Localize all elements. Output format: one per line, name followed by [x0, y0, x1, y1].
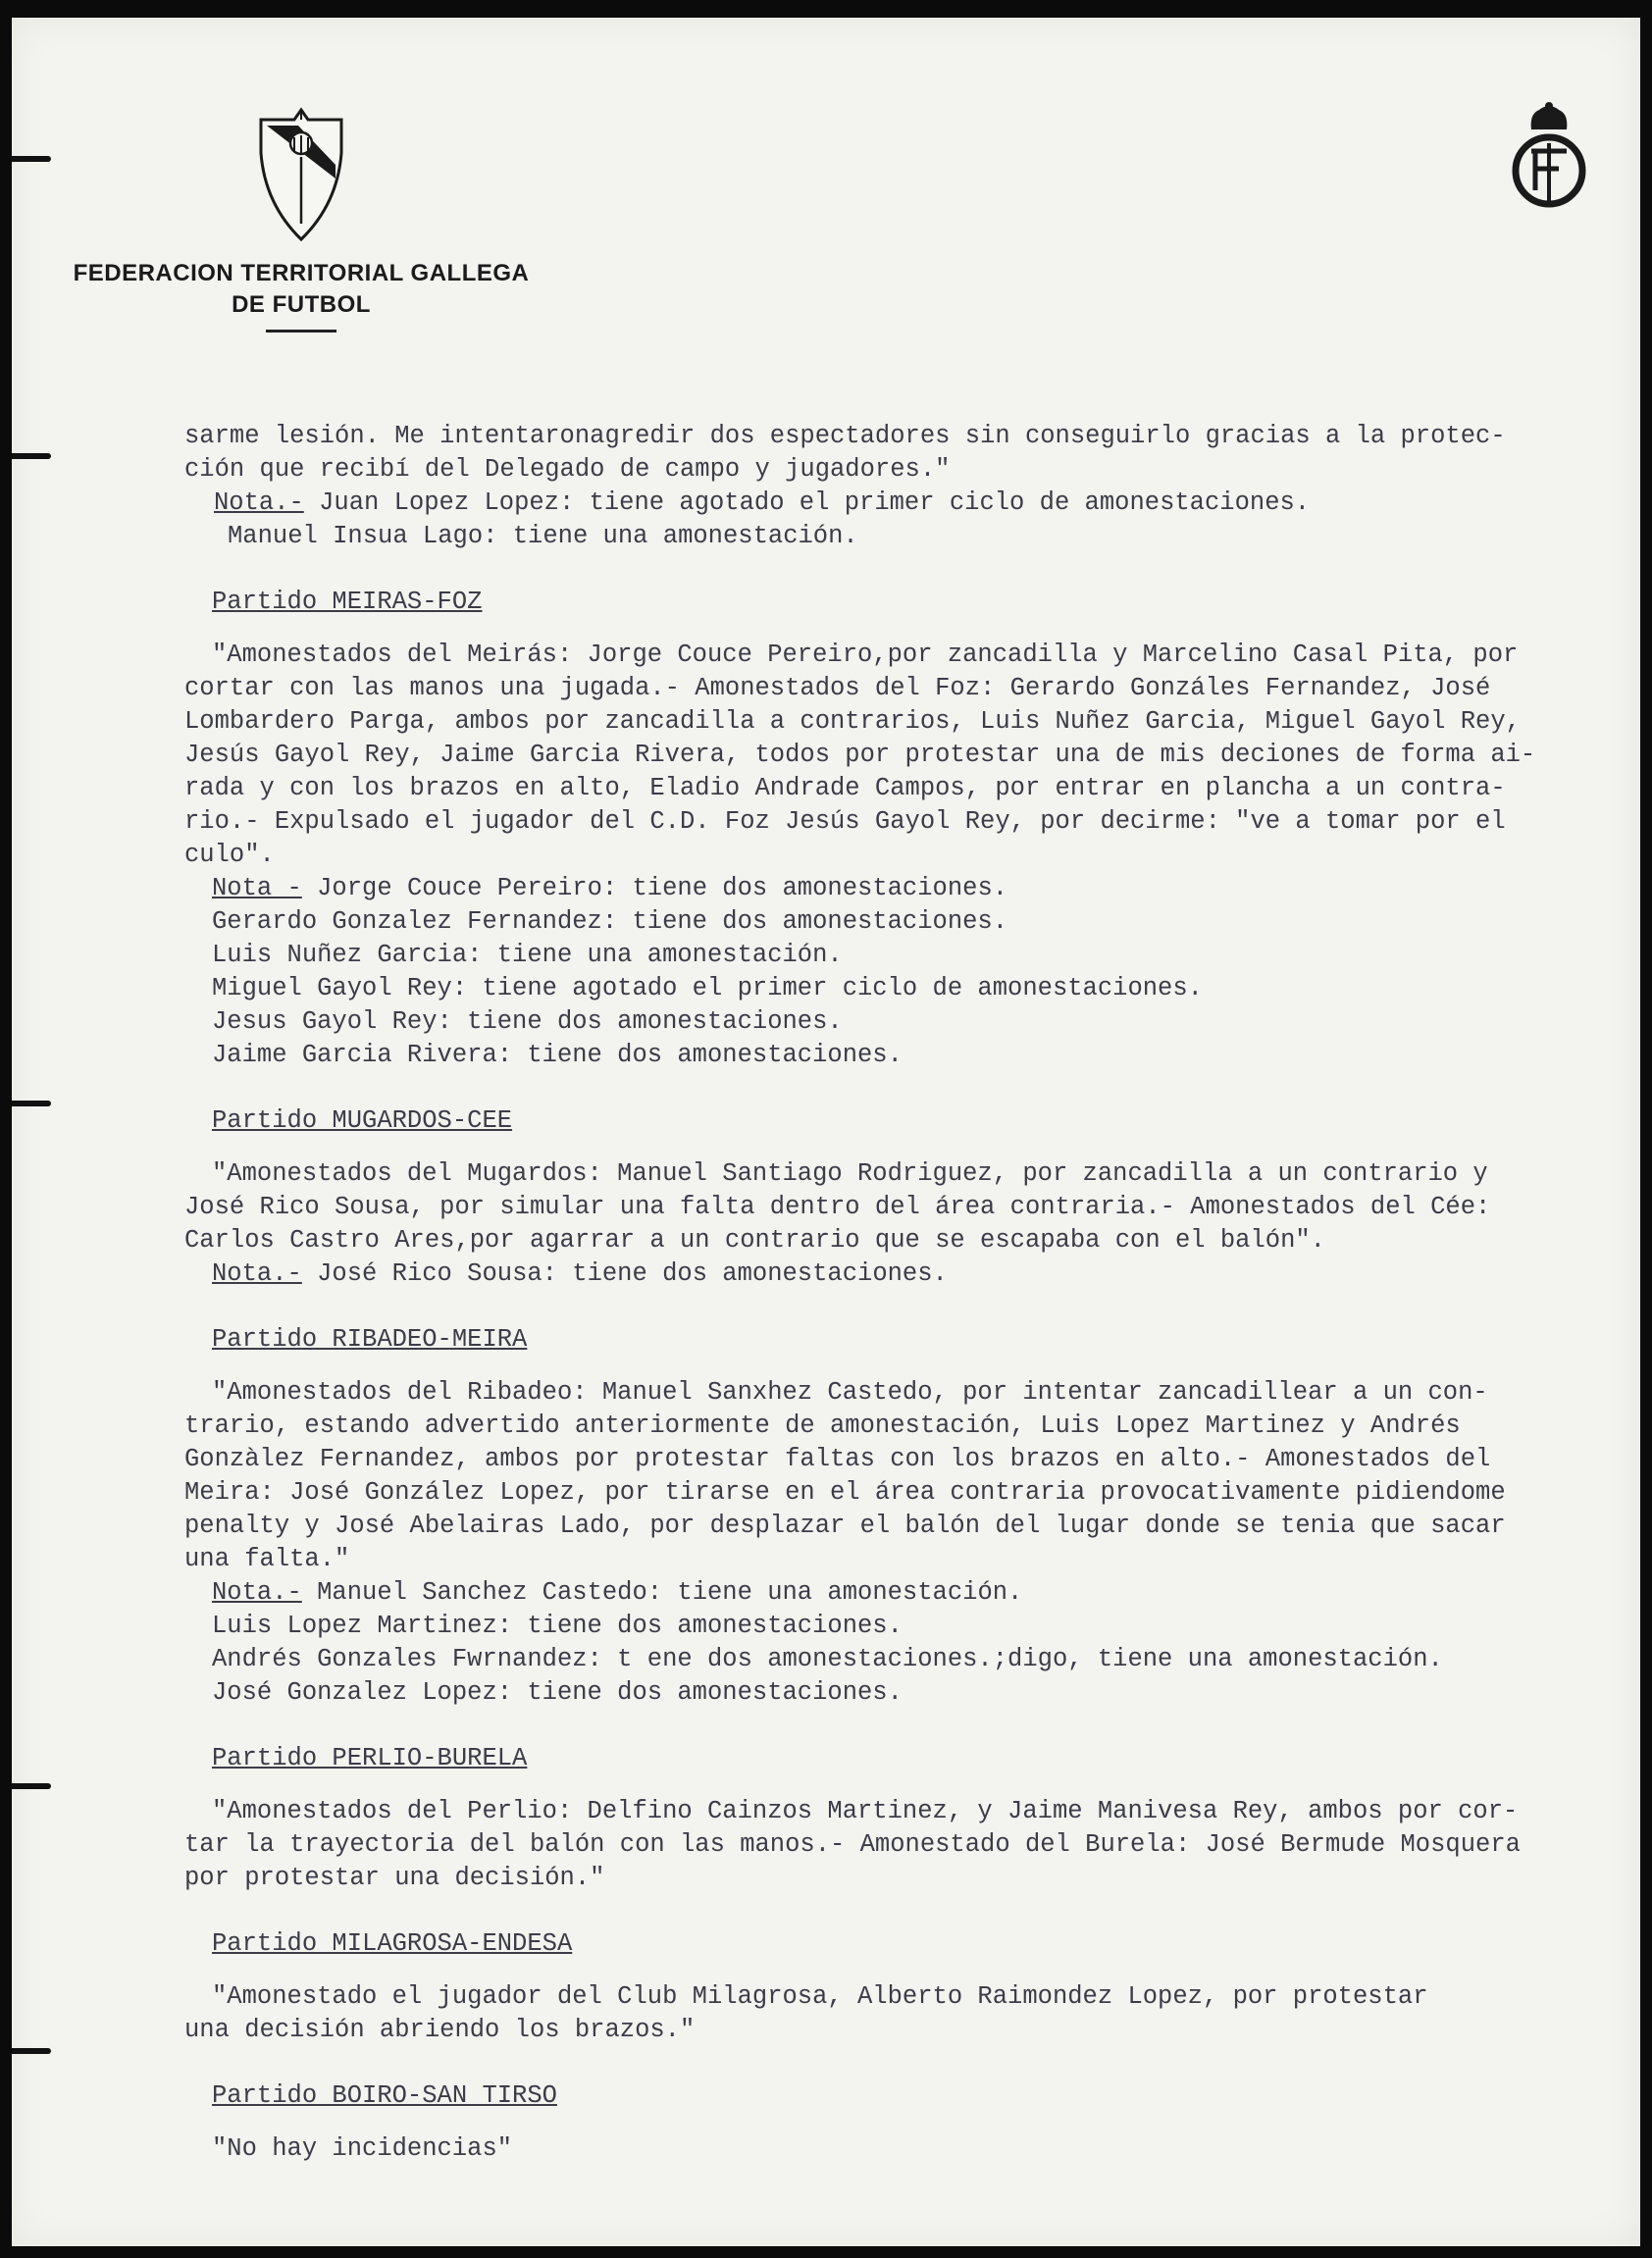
match-title: Partido PERLIO-BURELA: [212, 1744, 528, 1772]
punch-hole-mark: [12, 156, 51, 162]
match-section-boiro-san-tirso: [184, 2079, 1626, 2166]
report-line: rio.- Expulsado el jugador del C.D. Foz Jesús Gayol Rey, por decirme: "ve a tomar por el: [184, 807, 1506, 836]
text-line: sarme lesión. Me intentaronagredir dos espectadores sin conseguirlo gracias a la protec-: [184, 422, 1506, 450]
punch-hole-mark: [12, 2048, 51, 2054]
document-page: [12, 18, 1640, 2246]
nota-text: José Rico Sousa: tiene dos amonestaciones.: [301, 1259, 948, 1288]
report-line: penalty y José Abelairas Lado, por desplazar el balón del lugar donde se tenia que sacar: [184, 1512, 1506, 1540]
report-line: Gonzàlez Fernandez, ambos por protestar faltas con los brazos en alto.- Amonestados del: [184, 1445, 1491, 1473]
report-line: "Amonestado el jugador del Club Milagrosa, Alberto Raimondez Lopez, por protestar: [212, 1982, 1428, 2011]
federation-name-line1: FEDERACION TERRITORIAL GALLEGA: [73, 260, 530, 286]
report-line: "No hay incidencias": [212, 2134, 513, 2163]
nota-line: Miguel Gayol Rey: tiene agotado el primer ciclo de amonestaciones.: [212, 974, 1203, 1002]
punch-hole-mark: [12, 1101, 51, 1106]
nota-label: Nota.-: [212, 1259, 302, 1288]
report-line: culo".: [184, 841, 275, 869]
nota-line: [184, 1576, 1626, 1610]
match-section-milagrosa-endesa: [184, 1927, 1626, 2047]
report-line: Meira: José González Lopez, por tirarse en el área contraria provocativamente pidiendome: [184, 1478, 1506, 1507]
match-title: Partido RIBADEO-MEIRA: [212, 1325, 528, 1354]
nota-line: Jesus Gayol Rey: tiene dos amonestaciones.: [212, 1007, 843, 1036]
nota-line: Andrés Gonzales Fwrnandez: t ene dos amonestaciones.;digo, tiene una amonestación.: [212, 1645, 1443, 1673]
match-section-perlio-burela: [184, 1742, 1626, 1895]
intro-section: [184, 420, 1626, 553]
nota-label: Nota.-: [214, 488, 304, 517]
report-line: "Amonestados del Perlio: Delfino Cainzos Martinez, y Jaime Manivesa Rey, ambos por cor-: [212, 1797, 1519, 1825]
federation-header: [71, 106, 532, 333]
nota-text: Jorge Couce Pereiro: tiene dos amonestaciones.: [301, 874, 1008, 902]
match-title: Partido MEIRAS-FOZ: [212, 588, 483, 616]
match-section-mugardos-cee: [184, 1104, 1626, 1291]
report-line: una falta.": [184, 1545, 350, 1573]
punch-hole-mark: [12, 1783, 51, 1789]
nota-line: Jaime Garcia Rivera: tiene dos amonestaciones.: [212, 1041, 903, 1069]
report-line: una decisión abriendo los brazos.": [184, 2016, 696, 2044]
header-divider: [266, 330, 336, 333]
nota-line: José Gonzalez Lopez: tiene dos amonestaciones.: [212, 1678, 903, 1707]
shield-emblem-icon: [259, 106, 343, 243]
match-title: Partido BOIRO-SAN TIRSO: [212, 2081, 557, 2110]
punch-hole-mark: [12, 453, 51, 459]
report-line: "Amonestados del Ribadeo: Manuel Sanxhez Castedo, por intentar zancadillear a un con-: [212, 1378, 1488, 1407]
nota-line: [184, 1257, 1626, 1291]
report-line: trario, estando advertido anteriormente de amonestación, Luis Lopez Martinez y Andrés: [184, 1411, 1461, 1440]
nota-line: [184, 487, 1626, 520]
report-line: rada y con los brazos en alto, Eladio Andrade Campos, por entrar en plancha a un contra-: [184, 774, 1506, 802]
match-section-ribadeo-meira: [184, 1323, 1626, 1710]
nota-line: Manuel Insua Lago: tiene una amonestación.: [228, 522, 858, 550]
nota-line: Gerardo Gonzalez Fernandez: tiene dos amonestaciones.: [212, 907, 1008, 936]
report-line: Carlos Castro Ares,por agarrar a un contrario que se escapaba con el balón".: [184, 1226, 1325, 1255]
document-body: [184, 420, 1626, 2166]
report-line: tar la trayectoria del balón con las manos.- Amonestado del Burela: José Bermude Mosquera: [184, 1830, 1521, 1859]
match-section-meiras-foz: [184, 586, 1626, 1072]
rfef-emblem: [1508, 100, 1590, 217]
report-line: Lombardero Parga, ambos por zancadilla a contrarios, Luis Nuñez Garcia, Miguel Gayol Rey,: [184, 707, 1521, 736]
nota-text: Manuel Sanchez Castedo: tiene una amonestación.: [301, 1578, 1023, 1607]
nota-label: Nota -: [212, 874, 302, 902]
report-line: "Amonestados del Mugardos: Manuel Santiago Rodriguez, por zancadilla a un contrario y: [212, 1159, 1488, 1188]
report-line: "Amonestados del Meirás: Jorge Couce Pereiro,por zancadilla y Marcelino Casal Pita, por: [212, 641, 1519, 669]
report-line: cortar con las manos una jugada.- Amonestados del Foz: Gerardo Gonzáles Fernandez, José: [184, 674, 1491, 702]
nota-line: Luis Nuñez Garcia: tiene una amonestación.: [212, 941, 843, 969]
match-title: Partido MILAGROSA-ENDESA: [212, 1929, 573, 1958]
text-line: ción que recibí del Delegado de campo y jugadores.": [184, 455, 951, 484]
crowned-rfef-emblem-icon: [1508, 100, 1590, 212]
nota-text: Juan Lopez Lopez: tiene agotado el primer ciclo de amonestaciones.: [303, 488, 1311, 517]
nota-label: Nota.-: [212, 1578, 302, 1607]
report-line: Jesús Gayol Rey, Jaime Garcia Rivera, todos por protestar una de mis deciones de forma ai-: [184, 741, 1536, 769]
report-line: José Rico Sousa, por simular una falta dentro del área contraria.- Amonestados del Cée:: [184, 1193, 1491, 1221]
federation-name-line2: DE FUTBOL: [232, 291, 371, 318]
nota-line: Luis Lopez Martinez: tiene dos amonestaciones.: [212, 1612, 903, 1640]
nota-line: [184, 872, 1626, 905]
report-line: por protestar una decisión.": [184, 1864, 605, 1892]
match-title: Partido MUGARDOS-CEE: [212, 1106, 513, 1135]
